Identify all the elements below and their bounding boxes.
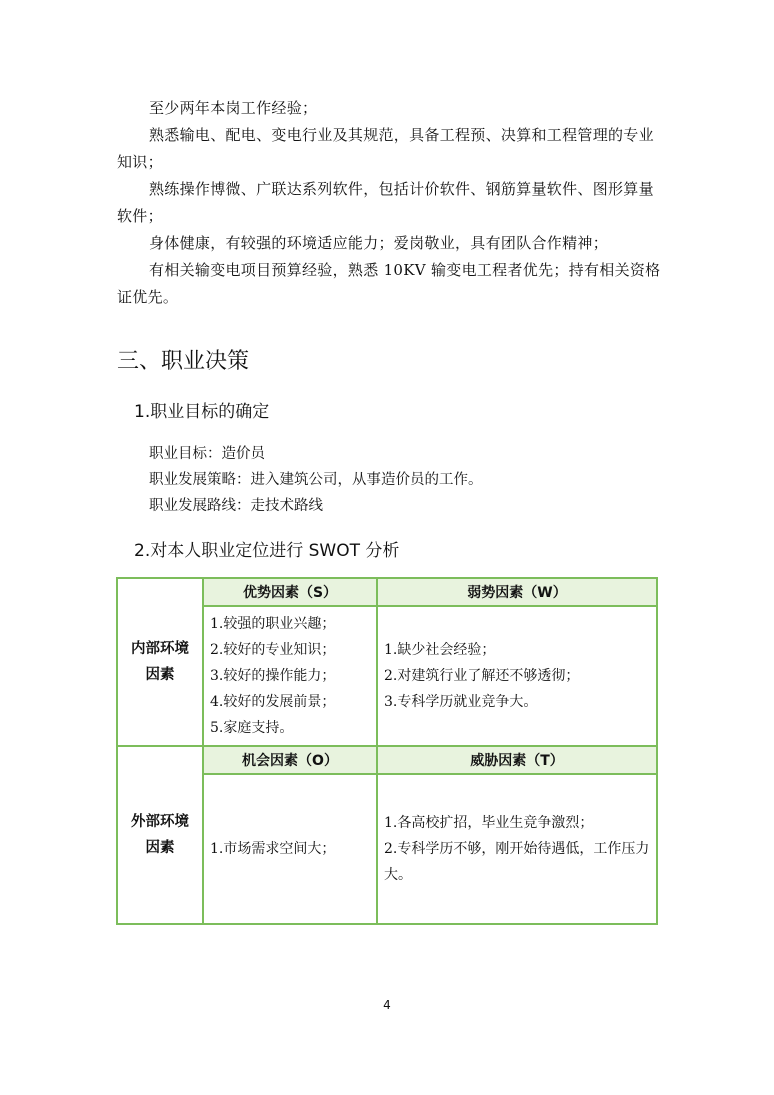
weakness-item: 3.专科学历就业竞争大。 [384,694,538,710]
requirement-2: 熟悉输电、配电、变电行业及其规范，具备工程预、决算和工程管理的专业知识； [117,126,654,171]
internal-factors-label: 内部环境 因素 [117,578,203,746]
requirement-3: 熟练操作博微、广联达系列软件，包括计价软件、钢筋算量软件、图形算量软件； [117,180,654,225]
subsection-title-goal: 1.职业目标的确定 [134,402,270,422]
page-number: 4 [383,998,391,1012]
threat-item: 1.各高校扩招，毕业生竞争激烈； [384,815,594,831]
weaknesses-header: 弱势因素（W） [377,578,657,606]
subsection-title-swot: 2.对本人职业定位进行 SWOT 分析 [134,541,400,561]
strengths-cell [203,606,377,746]
strength-item: 2.较好的专业知识； [210,642,336,658]
external-factors-label: 外部环境 因素 [117,746,203,924]
strengths-header: 优势因素（S） [203,578,377,606]
threat-item: 2.专科学历不够，刚开始待遇低，工作压力大。 [384,841,650,883]
strength-item: 3.较好的操作能力； [210,668,336,684]
threats-header: 威胁因素（T） [377,746,657,774]
career-goal-line: 职业目标：造价员 [149,446,265,462]
career-route-line: 职业发展路线：走技术路线 [149,498,323,514]
weakness-item: 1.缺少社会经验； [384,642,496,658]
swot-table [116,577,658,925]
strength-item: 5.家庭支持。 [210,720,294,736]
requirement-1: 至少两年本岗工作经验； [149,99,318,117]
requirement-4: 身体健康，有较强的环境适应能力；爱岗敬业，具有团队合作精神； [149,234,609,252]
weaknesses-cell [377,606,657,746]
career-strategy-line: 职业发展策略：进入建筑公司，从事造价员的工作。 [149,472,483,488]
section-title: 三、职业决策 [117,349,250,374]
threats-cell [377,774,657,924]
opportunities-header: 机会因素（O） [203,746,377,774]
requirement-5: 有相关输变电项目预算经验，熟悉 10KV 输变电工程者优先；持有相关资格证优先。 [117,261,661,306]
strength-item: 4.较好的发展前景； [210,694,336,710]
weakness-item: 2.对建筑行业了解还不够透彻； [384,668,580,684]
strength-item: 1.较强的职业兴趣； [210,616,336,632]
opportunity-item: 1.市场需求空间大； [210,841,336,857]
opportunities-cell [203,774,377,924]
